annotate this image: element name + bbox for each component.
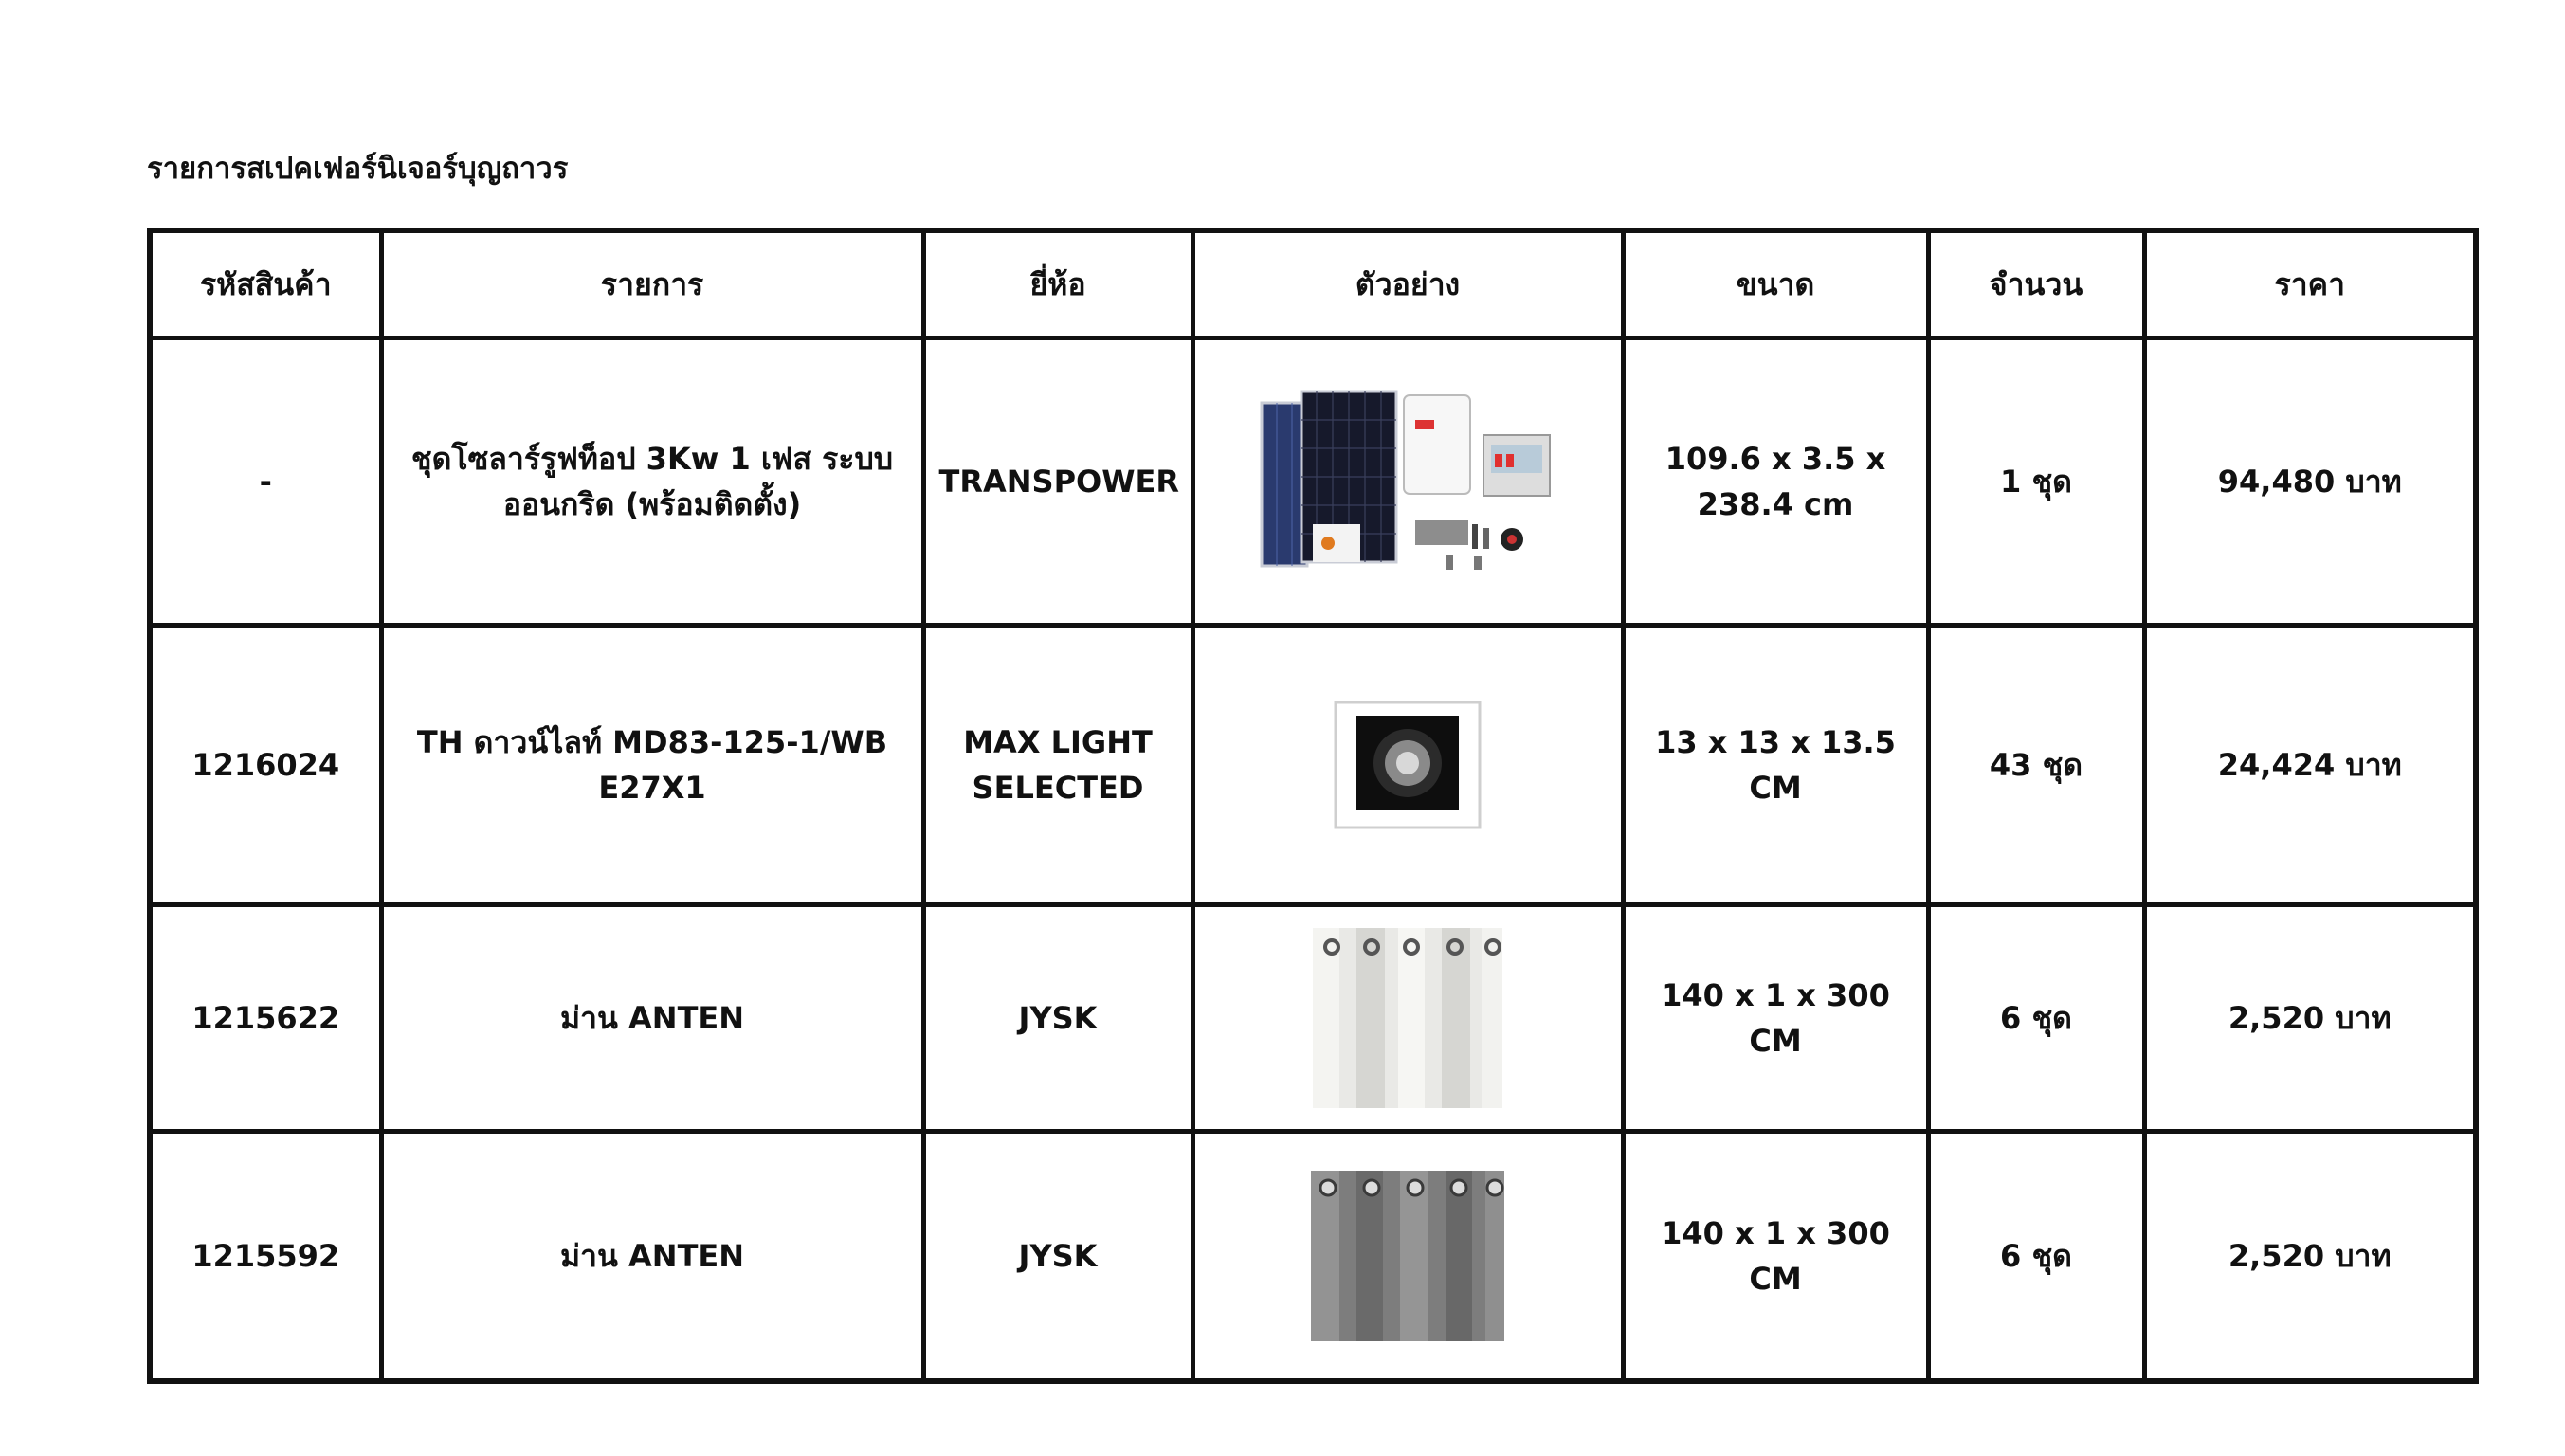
cell-quantity: 1 ชุด [1928, 338, 2144, 626]
header-sample: ตัวอย่าง [1192, 230, 1623, 338]
cell-brand: MAX LIGHT SELECTED [923, 626, 1192, 905]
cell-code: 1215592 [150, 1132, 381, 1381]
cell-item: TH ดาวน์ไลท์ MD83-125-1/WB E27X1 [381, 626, 923, 905]
cell-quantity: 6 ชุด [1928, 905, 2144, 1132]
table-row [150, 1132, 2476, 1381]
header-code: รหัสสินค้า [150, 230, 381, 338]
cell-sample [1192, 1132, 1623, 1381]
cell-price: 2,520 บาท [2144, 1132, 2476, 1381]
cell-code: 1216024 [150, 626, 381, 905]
cell-brand: JYSK [923, 905, 1192, 1132]
cell-brand: TRANSPOWER [923, 338, 1192, 626]
cell-sample [1192, 905, 1623, 1132]
header-item: รายการ [381, 230, 923, 338]
solar-kit-icon [1256, 382, 1559, 581]
cell-price: 24,424 บาท [2144, 626, 2476, 905]
cell-quantity: 6 ชุด [1928, 1132, 2144, 1381]
header-price: ราคา [2144, 230, 2476, 338]
header-quantity: จำนวน [1928, 230, 2144, 338]
cell-item: ม่าน ANTEN [381, 905, 923, 1132]
cell-price: 94,480 บาท [2144, 338, 2476, 626]
table-row [150, 338, 2476, 626]
cell-size: 13 x 13 x 13.5 CM [1623, 626, 1928, 905]
cell-size: 140 x 1 x 300 CM [1623, 905, 1928, 1132]
cell-quantity: 43 ชุด [1928, 626, 2144, 905]
header-brand: ยี่ห้อ [923, 230, 1192, 338]
document-title: รายการสเปคเฟอร์นิเจอร์บุญถาวร [147, 152, 569, 186]
header-row [150, 230, 2476, 338]
downlight-icon [1332, 699, 1483, 831]
cell-code: - [150, 338, 381, 626]
cell-item: ม่าน ANTEN [381, 1132, 923, 1381]
cell-brand: JYSK [923, 1132, 1192, 1381]
curtain-grey-icon [1311, 1171, 1504, 1341]
table-row [150, 626, 2476, 905]
table-row [150, 905, 2476, 1132]
cell-sample [1192, 338, 1623, 626]
cell-code: 1215622 [150, 905, 381, 1132]
curtain-white-icon [1313, 928, 1502, 1108]
header-size: ขนาด [1623, 230, 1928, 338]
cell-size: 109.6 x 3.5 x 238.4 cm [1623, 338, 1928, 626]
cell-sample [1192, 626, 1623, 905]
cell-item: ชุดโซลาร์รูฟท็อป 3Kw 1 เฟส ระบบออนกริด (พร้อมติดตั้ง) [381, 338, 923, 626]
cell-price: 2,520 บาท [2144, 905, 2476, 1132]
spec-table [147, 228, 2479, 1384]
cell-size: 140 x 1 x 300 CM [1623, 1132, 1928, 1381]
